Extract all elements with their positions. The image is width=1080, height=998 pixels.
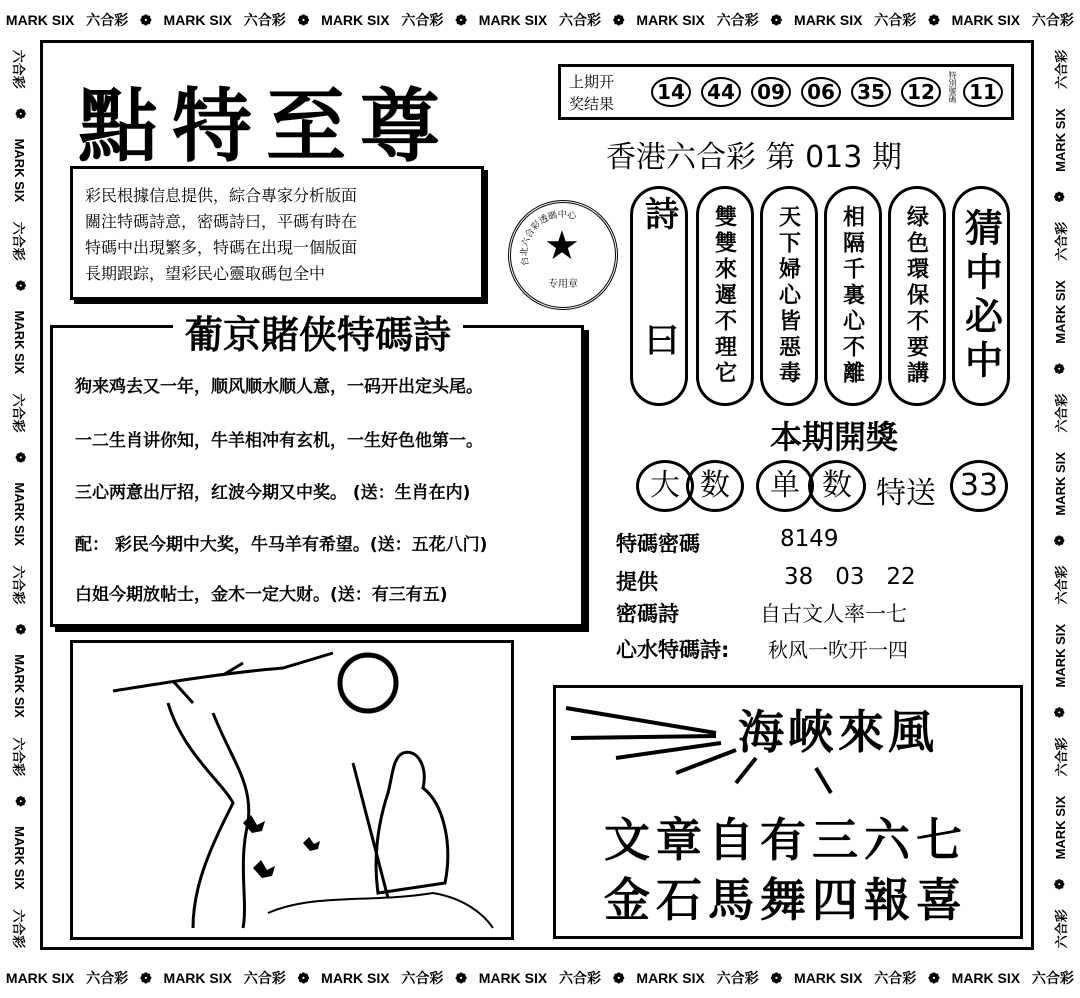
- border-mark-text: MARK SIX: [12, 310, 28, 375]
- special-result-ball: 11: [963, 77, 1003, 107]
- poem-capsule: [760, 186, 818, 406]
- border-brand-text: 六合彩: [243, 12, 286, 28]
- border-brand-text: 六合彩: [401, 970, 444, 986]
- mima-label: 密碼詩: [616, 602, 679, 626]
- haixia-title: 海峽來風: [738, 705, 938, 759]
- poem-capsule-shiyue: [630, 186, 688, 406]
- flower-icon: ❁: [612, 11, 625, 28]
- issue-number: 013: [805, 140, 863, 175]
- border-mark-text: MARK SIX: [1052, 452, 1068, 516]
- border-mark-text: MARK SIX: [951, 970, 1021, 986]
- intro-line: 彩民根據信息提供，綜合專家分析版面: [85, 186, 358, 205]
- border-mark-text: MARK SIX: [636, 12, 705, 28]
- border-brand-text: 六合彩: [401, 12, 444, 28]
- left-border: [0, 40, 40, 958]
- official-stamp: [508, 200, 618, 310]
- border-mark-text: MARK SIX: [951, 12, 1021, 28]
- border-brand-text: 六合彩: [243, 970, 286, 986]
- top-border: [0, 0, 1080, 40]
- flower-icon: ❁: [928, 11, 940, 28]
- flower-icon: ❁: [139, 969, 152, 986]
- border-brand-text: 六合彩: [1053, 565, 1069, 605]
- flower-icon: ❁: [1052, 191, 1067, 203]
- result-ball: 12: [901, 77, 941, 107]
- haixia-line: 金石馬舞四報喜: [604, 873, 968, 927]
- flower-icon: ❁: [928, 969, 940, 986]
- border-mark-text: MARK SIX: [636, 970, 705, 986]
- issue-line: [606, 132, 902, 176]
- tesong-number: 33: [950, 460, 1008, 512]
- tigong-values: 38 03 22: [784, 564, 916, 590]
- border-brand-text: 六合彩: [11, 565, 27, 605]
- draw-title: 本期開獎: [770, 418, 899, 456]
- previous-result-label: [569, 71, 639, 115]
- border-mark-text: MARK SIX: [12, 826, 28, 890]
- border-mark-text: MARK SIX: [1052, 108, 1068, 172]
- border-mark-text: MARK SIX: [163, 970, 232, 986]
- flower-icon: ❁: [13, 280, 28, 292]
- border-brand-text: 六合彩: [11, 393, 27, 433]
- poem-capsule: [888, 186, 946, 406]
- poem-line: 狗来鸡去又一年，顺风顺水顺人意，一码开出定头尾。: [75, 377, 483, 397]
- intro-box: [70, 166, 484, 300]
- intro-line: 關注特碼詩意，密碼詩曰，平碼有時在: [85, 212, 358, 231]
- poem-capsule: [696, 186, 754, 406]
- border-brand-text: 六合彩: [559, 970, 602, 986]
- border-mark-text: MARK SIX: [478, 12, 548, 28]
- border-brand-text: 六合彩: [1053, 909, 1069, 949]
- intro-line: 特碼中出現繁多，特碼在出現一個版面: [85, 238, 358, 257]
- border-brand-text: 六合彩: [874, 970, 917, 986]
- border-brand-text: 六合彩: [1053, 49, 1069, 89]
- result-ball: 44: [701, 77, 741, 107]
- border-mark-text: MARK SIX: [12, 138, 28, 203]
- draw-circle: 单: [756, 460, 814, 512]
- border-mark-text: MARK SIX: [12, 654, 28, 718]
- flower-icon: ❁: [770, 969, 783, 986]
- flower-icon: ❁: [770, 11, 783, 28]
- flower-icon: ❁: [1052, 706, 1067, 718]
- border-brand-text: 六合彩: [1031, 12, 1074, 28]
- result-ball: 06: [801, 77, 841, 107]
- poem-line: 白姐今期放帖士，金木一定大财。(送：有三有五): [75, 585, 448, 605]
- border-brand-text: 六合彩: [716, 970, 759, 986]
- result-ball: 14: [651, 77, 691, 107]
- flower-icon: ❁: [139, 11, 152, 28]
- result-ball: 09: [751, 77, 791, 107]
- flower-icon: ❁: [612, 969, 625, 986]
- border-brand-text: 六合彩: [1031, 970, 1074, 986]
- capsule-text: 雙雙來遲不理它: [711, 205, 738, 387]
- right-border: [1040, 40, 1080, 958]
- draw-circle: 数: [686, 460, 744, 512]
- previous-result-label-line: 上期开: [569, 73, 615, 91]
- poem-capsule: [824, 186, 882, 406]
- border-brand-text: 六合彩: [11, 49, 27, 89]
- tesong-label: 特送: [876, 476, 936, 511]
- scholar-illustration: [70, 640, 514, 940]
- border-mark-text: MARK SIX: [163, 12, 232, 28]
- draw-circle: 大: [636, 460, 694, 512]
- tigong-label: 提供: [616, 570, 658, 594]
- capsule-text: 相隔千裏心不離: [839, 205, 866, 387]
- border-brand-text: 六合彩: [874, 12, 917, 28]
- border-brand-text: 六合彩: [1053, 737, 1069, 777]
- tema-label: 特碼密碼: [616, 532, 700, 556]
- haixia-box: [553, 685, 1023, 939]
- capsule-text: 詩 曰: [638, 196, 679, 396]
- poem-title: 葡京賭侠特碼詩: [173, 304, 463, 359]
- flower-icon: ❁: [1052, 535, 1067, 546]
- flower-icon: ❁: [455, 969, 467, 986]
- border-brand-text: 六合彩: [86, 970, 129, 986]
- previous-result-box: [558, 64, 1014, 120]
- flower-icon: ❁: [297, 11, 310, 28]
- border-mark-text: MARK SIX: [12, 482, 28, 546]
- border-mark-text: MARK SIX: [1052, 280, 1068, 344]
- poem-line: 三心两意出厅招，红波今期又中奖。 (送：生肖在内): [75, 483, 471, 503]
- issue-suffix: 期: [871, 140, 902, 175]
- mima-value: 自古文人率一七: [760, 602, 907, 626]
- poem-box: [50, 312, 584, 627]
- haixia-line: 文章自有三六七: [604, 813, 968, 867]
- border-brand-text: 六合彩: [11, 909, 27, 949]
- border-brand-text: 六合彩: [716, 12, 759, 28]
- border-brand-text: 六合彩: [11, 221, 27, 261]
- border-mark-text: MARK SIX: [321, 12, 390, 28]
- star-icon: ★: [544, 223, 580, 269]
- border-mark-text: MARK SIX: [1052, 795, 1068, 860]
- border-brand-text: 六合彩: [559, 12, 602, 28]
- border-mark-text: MARK SIX: [794, 12, 863, 28]
- bottom-border: [0, 958, 1080, 998]
- border-mark-text: MARK SIX: [5, 970, 75, 986]
- flower-icon: ❁: [1052, 363, 1067, 375]
- border-brand-text: 六合彩: [86, 12, 129, 28]
- capsule-text: 猜中必中: [958, 208, 1004, 384]
- border-mark-text: MARK SIX: [478, 970, 548, 986]
- border-brand-text: 六合彩: [1053, 221, 1069, 261]
- flower-icon: ❁: [13, 795, 28, 807]
- flower-icon: ❁: [455, 11, 467, 28]
- draw-circle: 数: [808, 460, 866, 512]
- result-ball: 35: [851, 77, 891, 107]
- tema-value: 8149: [780, 526, 839, 552]
- border-mark-text: MARK SIX: [5, 12, 75, 28]
- flower-icon: ❁: [13, 452, 28, 463]
- border-brand-text: 六合彩: [1053, 393, 1069, 433]
- flower-icon: ❁: [13, 623, 28, 635]
- stamp-bottom-text: 专用章: [548, 279, 578, 290]
- border-mark-text: MARK SIX: [321, 970, 390, 986]
- flower-icon: ❁: [297, 969, 310, 986]
- poem-line: 一二生肖讲你知，牛羊相冲有玄机，一生好色他第一。: [75, 431, 483, 451]
- xinshui-label: 心水特碼詩:: [616, 638, 730, 662]
- flower-icon: ❁: [13, 108, 28, 120]
- xinshui-value: 秋风一吹开一四: [768, 638, 908, 662]
- capsule-text: 绿色環保不要講: [903, 205, 930, 387]
- page-title: 點特至尊: [78, 79, 454, 173]
- special-number-label: 特別號碼: [948, 71, 957, 103]
- intro-line: 長期跟踪，望彩民心靈取碼包全中: [85, 264, 326, 283]
- issue-prefix: 香港六合彩 第: [606, 140, 796, 175]
- stamp-ring-text: 台北六合彩透碼中心: [519, 210, 578, 267]
- flower-icon: ❁: [1052, 878, 1067, 890]
- capsule-text: 天下婦心皆惡毒: [775, 205, 802, 387]
- guess-capsule: [952, 186, 1010, 406]
- poem-line: 配： 彩民今期中大奖，牛马羊有希望。(送：五花八门): [75, 535, 488, 555]
- border-mark-text: MARK SIX: [1052, 623, 1068, 688]
- illustration-drawing: [73, 643, 511, 937]
- border-mark-text: MARK SIX: [794, 970, 863, 986]
- border-brand-text: 六合彩: [11, 737, 27, 777]
- previous-result-label-line: 奖结果: [569, 95, 615, 113]
